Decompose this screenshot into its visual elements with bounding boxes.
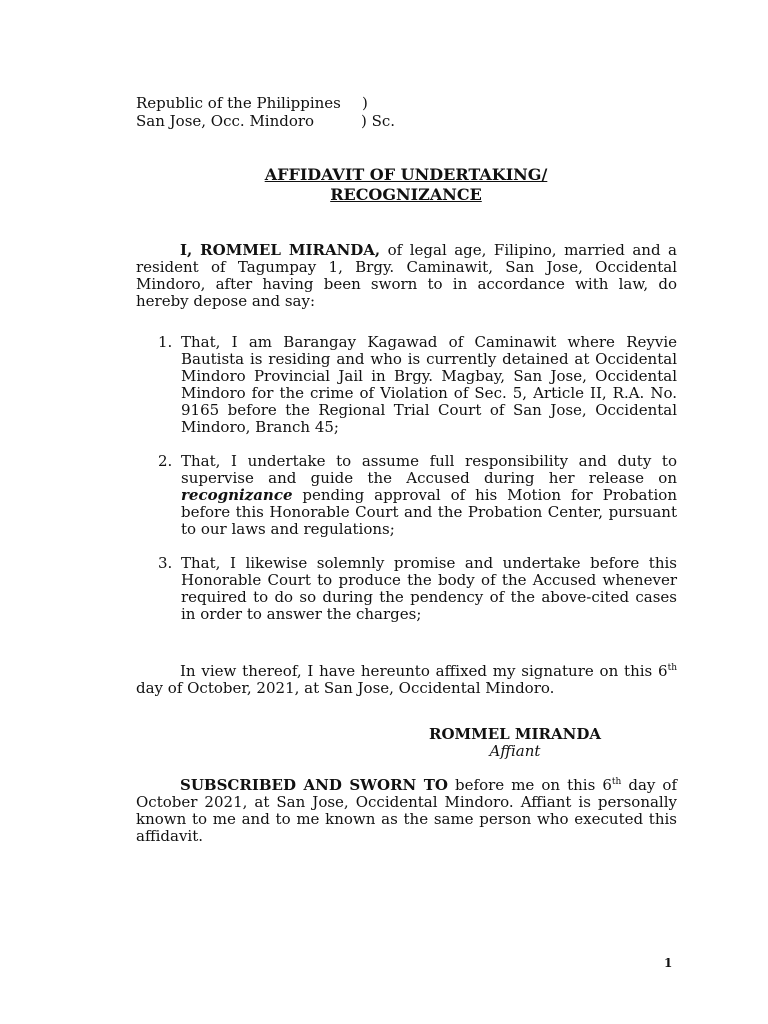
list-item-text: That, I am Barangay Kagawad of Caminawit where Reyvie Bautista is residing and who is currently detained at Occidental Mindoro Provincial Jail in Brgy. Magbay, San Jose, Occidental Mindoro for the crime of Violation of Sec. 5, Article II, R.A. No. 9165 before the Regional Trial Court of San Jose, Occidental Mindoro, Branch 45; [181,333,677,436]
signature-block [390,726,640,760]
signatory-name: ROMMEL MIRANDA [428,725,602,743]
venue-block [136,95,395,131]
venue-location: San Jose, Occ. Mindoro [136,112,315,130]
undertaking-list [136,334,677,623]
venue-bracket: ) [362,94,368,112]
jurat-text: before me on this 6 [448,776,612,794]
affiant-name-intro: I, ROMMEL MIRANDA, [180,241,381,259]
jurat-heading: SUBSCRIBED AND SWORN TO [180,776,448,794]
recognizance-emphasis: recognizance [181,486,293,504]
intro-text: of legal age, Filipino, married and a resident of Tagumpay 1, Brgy. Caminawit, San Jose, Occidental Mindoro, after having been sworn to in accordance with law, do hereby depose and say: [136,241,677,310]
jurat-paragraph [136,777,677,845]
jurat-text-cont: day of October 2021, at San Jose, Occidental Mindoro. Affiant is personally known to me and to me known as the same person who executed this affidavit. [136,776,678,845]
list-item [136,453,677,538]
title-line-1: AFFIDAVIT OF UNDERTAKING/ [264,165,548,184]
intro-paragraph [136,242,677,310]
document-title [136,165,676,205]
title-line-2: RECOGNIZANCE [330,185,482,204]
list-item [136,334,677,436]
list-item-number: 1. [158,333,173,351]
page-number: 1 [664,956,673,970]
signatory-role: Affiant [489,742,541,760]
venue-line-2 [136,113,395,131]
closing-text: In view thereof, I have hereunto affixed my signature on this 6 [180,662,668,680]
list-item-text: That, I undertake to assume full responsibility and duty to supervise and guide the Accused during her release on [181,452,677,487]
list-item-number: 2. [158,452,173,470]
venue-line-1 [136,95,395,113]
list-item-text: That, I likewise solemnly promise and undertake before this Honorable Court to produce the body of the Accused whenever required to do so during the pendency of the above-cited cases in order to answer the charges; [181,554,677,623]
list-item [136,555,677,623]
closing-text-cont: day of October, 2021, at San Jose, Occidental Mindoro. [136,679,555,697]
closing-ordinal: th [667,663,677,673]
list-item-number: 3. [158,554,173,572]
venue-sc: ) Sc. [361,112,396,130]
jurat-ordinal: th [611,777,622,787]
venue-country: Republic of the Philippines [136,94,341,112]
list-item-text-cont: pending approval of his Motion for Probation before this Honorable Court and the Probation Center, pursuant to our laws and regulations; [181,486,677,538]
closing-paragraph [136,663,677,697]
